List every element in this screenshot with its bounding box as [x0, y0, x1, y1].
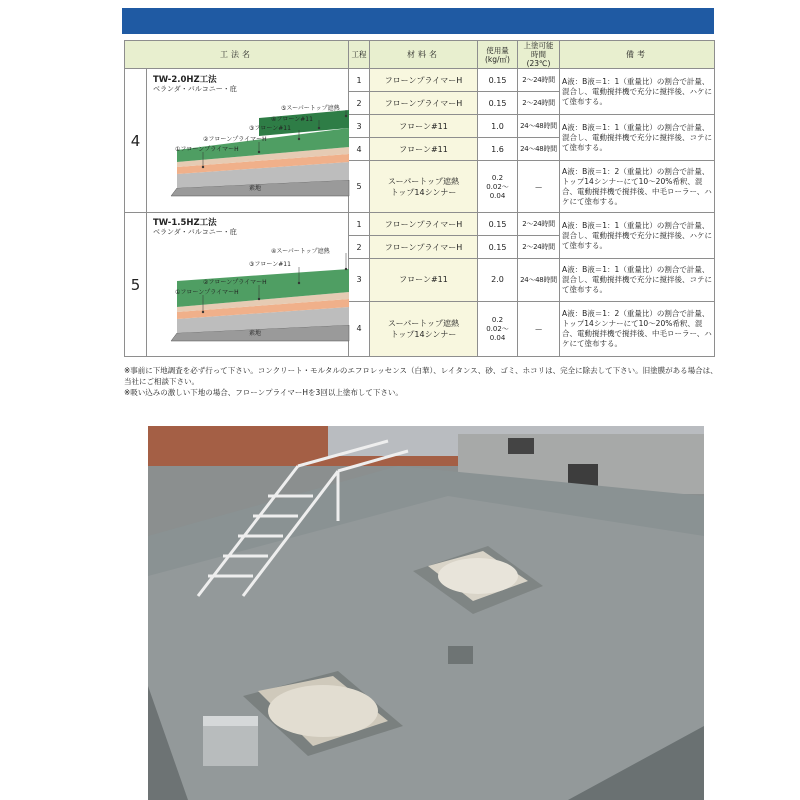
recoat-time: 2～24時間	[518, 69, 560, 92]
remarks: A液：B液＝1：1（重量比）の割合で計量、混合し、電動撹拌機で充分に撹拌後、ハケにて塗布する。	[560, 213, 715, 259]
remarks: A液：B液＝1：1（重量比）の割合で計量、混合し、電動撹拌機で充分に撹拌後、コテにて塗布する。	[560, 115, 715, 161]
header-recoat: 上塗可能 時間 (23℃)	[518, 41, 560, 69]
step-number: 5	[349, 161, 370, 213]
diagram-label: 素地	[249, 330, 262, 337]
usage: 0.15	[478, 213, 518, 236]
rooftop-photo	[148, 426, 704, 800]
material: フローンプライマーH	[370, 213, 478, 236]
recoat-time: 24～48時間	[518, 138, 560, 161]
header-bar	[122, 8, 714, 34]
diagram-label: 素地	[249, 185, 262, 192]
material: フローンプライマーH	[370, 236, 478, 259]
material: スーパートップ遮熱 トップ14シンナー	[370, 161, 478, 213]
method-number: 5	[125, 213, 147, 357]
usage: 1.0	[478, 115, 518, 138]
usage: 0.15	[478, 92, 518, 115]
diagram-label: ①フローンプライマーH	[175, 289, 239, 296]
step-number: 4	[349, 138, 370, 161]
layer-diagram	[147, 213, 349, 357]
footnote: ※事前に下地調査を必ず行って下さい。コンクリート・モルタルのエフロレッセンス（白華）、レイタンス、砂、ゴミ、ホコリは、完全に除去して下さい。旧塗膜がある場合は、当社にご相談下さい。	[124, 366, 718, 386]
remarks: A液：B液＝1：2（重量比）の割合で計量、トップ14シンナーにて10～20%希釈、混合、電動撹拌機で撹拌後、中毛ローラー、ハケにて塗布する。	[560, 161, 715, 213]
step-number: 1	[349, 213, 370, 236]
diagram-label: ⑤スーパートップ遮熱	[281, 105, 340, 112]
spec-table	[124, 40, 715, 357]
method-name: TW-1.5HZ工法	[153, 218, 217, 228]
usage: 0.15	[478, 236, 518, 259]
diagram-label: ③フローン#11	[249, 125, 291, 132]
header-step: 工程	[349, 41, 370, 69]
recoat-time: 2～24時間	[518, 92, 560, 115]
recoat-time: 24～48時間	[518, 115, 560, 138]
diagram-label: ②フローンプライマーH	[203, 279, 267, 286]
recoat-time: 24～48時間	[518, 259, 560, 301]
recoat-time: 2～24時間	[518, 213, 560, 236]
remarks: A液：B液＝1：1（重量比）の割合で計量、混合し、電動撹拌機で充分に撹拌後、ハケにて塗布する。	[560, 69, 715, 115]
diagram-label: ②フローンプライマーH	[203, 136, 267, 143]
recoat-time: 2～24時間	[518, 236, 560, 259]
diagram-label: ①フローンプライマーH	[175, 146, 239, 153]
layer-diagram	[147, 69, 349, 213]
method-sub: ベランダ・バルコニー・庇	[153, 228, 237, 236]
material: フローン#11	[370, 115, 478, 138]
step-number: 4	[349, 301, 370, 356]
header-remarks: 備考	[560, 41, 715, 69]
recoat-time: —	[518, 161, 560, 213]
usage: 1.6	[478, 138, 518, 161]
step-number: 3	[349, 259, 370, 301]
diagram-label: ③フローン#11	[249, 261, 291, 268]
step-number: 2	[349, 236, 370, 259]
method-name: TW-2.0HZ工法	[153, 75, 217, 85]
step-number: 1	[349, 69, 370, 92]
header-method: 工法名	[125, 41, 349, 69]
material: フローンプライマーH	[370, 69, 478, 92]
material: フローンプライマーH	[370, 92, 478, 115]
header-usage: 使用量 (kg/㎡)	[478, 41, 518, 69]
recoat-time: —	[518, 301, 560, 356]
rooftop-illustration	[148, 426, 704, 800]
usage: 0.15	[478, 69, 518, 92]
material: フローン#11	[370, 138, 478, 161]
header-material: 材料名	[370, 41, 478, 69]
method-sub: ベランダ・バルコニー・庇	[153, 85, 237, 93]
usage: 0.2 0.02～0.04	[478, 161, 518, 213]
usage: 2.0	[478, 259, 518, 301]
material: フローン#11	[370, 259, 478, 301]
remarks: A液：B液＝1：2（重量比）の割合で計量、トップ14シンナーにて10～20%希釈、混合、電動撹拌機で撹拌後、中毛ローラー、ハケにて塗布する。	[560, 301, 715, 356]
remarks: A液：B液＝1：1（重量比）の割合で計量、混合し、電動撹拌機で充分に撹拌後、コテにて塗布する。	[560, 259, 715, 301]
material: スーパートップ遮熱 トップ14シンナー	[370, 301, 478, 356]
diagram-label: ④フローン#11	[271, 116, 313, 123]
step-number: 2	[349, 92, 370, 115]
usage: 0.2 0.02～0.04	[478, 301, 518, 356]
step-number: 3	[349, 115, 370, 138]
method-number: 4	[125, 69, 147, 213]
footnote: ※吸い込みの激しい下地の場合、フローンプライマーHを3回以上塗布して下さい。	[124, 388, 403, 397]
footnotes	[124, 365, 719, 398]
diagram-label: ④スーパートップ遮熱	[271, 248, 330, 255]
